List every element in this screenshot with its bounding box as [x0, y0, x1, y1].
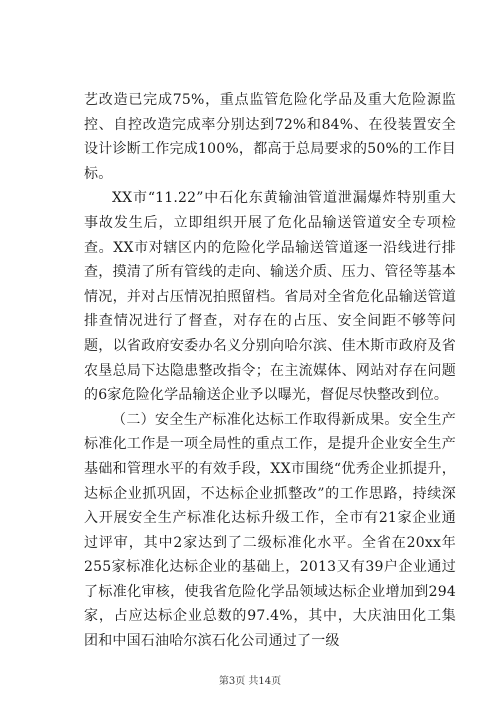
- paragraph-standardization: （二）安全生产标准化达标工作取得新成果。安全生产标准化工作是一项全局性的重点工作，是提升企业安全生产基础和管理水平的有效手段，XX市围绕“优秀企业抓提升，达标企业抓巩固，不达标企业抓整改”的工作思路，持续深入开展安全生产标准化达标升级工作，全市有21家企业通过评审，其中2家达到了二级标准化水平。全省在20xx年255家标准化达标企业的基础上，2013又有39户企业通过了标准化审核，使我省危险化学品领域达标企业增加到294家，占应达标企业总数的97.4%，其中，大庆油田化工集团和中国石油哈尔滨石化公司通过了一级: [84, 411, 456, 650]
- paragraph-continued: 艺改造已完成75%，重点监管危险化学品及重大危险源监控、自控改造完成率分别达到72%和84%、在役装置安全设计诊断工作完成100%，都高于总局要求的50%的工作目标。: [84, 92, 456, 182]
- document-body: [84, 88, 456, 654]
- paragraph-pipeline-inspection: XX市“11.22”中石化东黄输油管道泄漏爆炸特别重大事故发生后，立即组织开展了危化品输送管道安全专项检查。XX市对辖区内的危险化学品输送管道逐一沿线进行排查，摸清了所有管线的走向、输送介质、压力、管径等基本情况，并对占压情况拍照留档。省局对全省危化品输送管道排查情况进行了督查，对存在的占压、安全间距不够等问题，以省政府安委办名义分别向哈尔滨、佳木斯市政府及省农垦总局下达隐患整改指令；在主流媒体、网站对存在问题的6家危险化学品输送企业予以曝光，督促尽快整改到位。: [84, 190, 456, 404]
- page-footer: 第3页 共14页: [218, 676, 282, 687]
